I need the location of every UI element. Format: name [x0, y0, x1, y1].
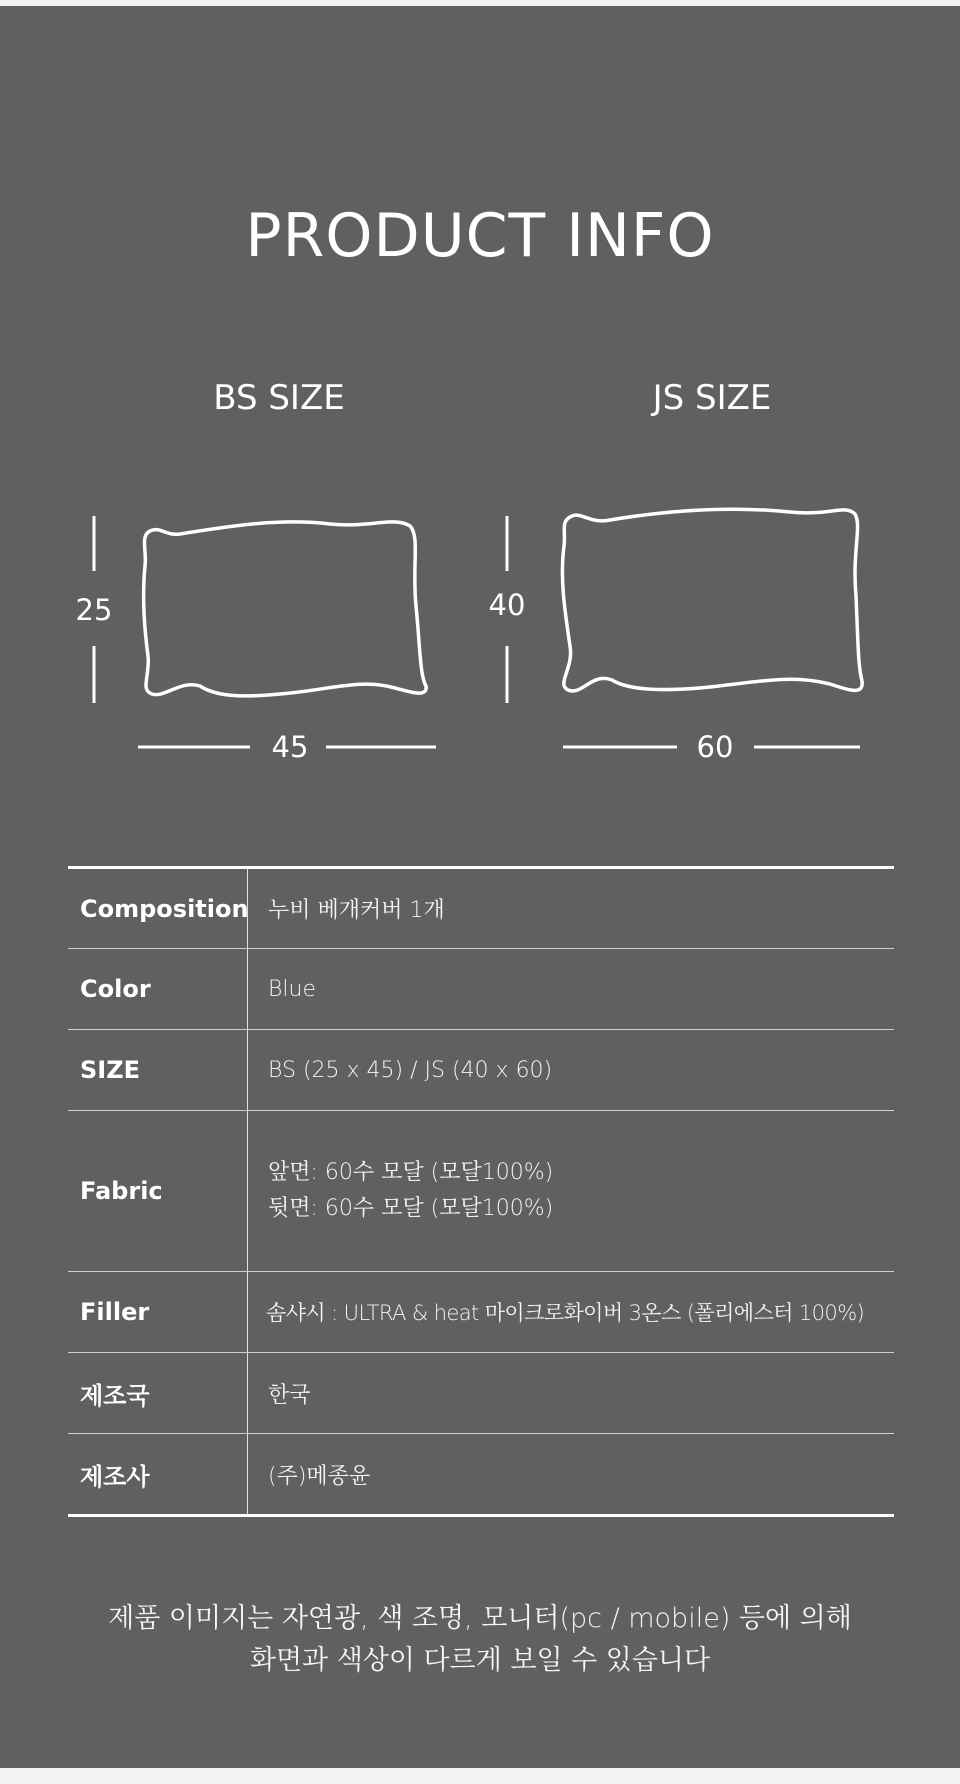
row-value: Blue: [268, 976, 316, 1002]
js-pillow-illustration: [562, 509, 862, 691]
fabric-back: 뒷면: 60수 모달 (모달100%): [268, 1196, 554, 1221]
product-info-panel: [0, 6, 960, 1768]
row-value: 누비 베개커버 1개: [268, 898, 445, 923]
row-value: 한국: [268, 1382, 311, 1408]
row-label: Filler: [68, 1272, 248, 1352]
size-diagram: [0, 6, 960, 806]
product-info-table: [68, 866, 894, 1517]
table-row-filler: [68, 1272, 894, 1353]
js-width-label: 60: [696, 730, 734, 764]
notice-line-2: 화면과 색상이 다르게 보일 수 있습니다: [249, 1645, 711, 1676]
js-size-title: JS SIZE: [652, 378, 772, 418]
row-value: [248, 1111, 894, 1271]
row-label: Color: [68, 949, 248, 1029]
row-value: BS (25 x 45) / JS (40 x 60): [268, 1057, 553, 1083]
row-label: SIZE: [68, 1030, 248, 1110]
table-row-origin: [68, 1353, 894, 1434]
row-value: (주)메종윤: [268, 1463, 371, 1489]
color-notice: [0, 1598, 960, 1682]
row-label: 제조사: [68, 1434, 248, 1514]
bs-height-label: 25: [75, 593, 113, 627]
table-row-maker: [68, 1434, 894, 1517]
table-row-size: [68, 1030, 894, 1111]
bs-width-label: 45: [271, 730, 309, 764]
page-title: PRODUCT INFO: [245, 201, 715, 271]
row-label: Composition: [68, 869, 248, 948]
bs-pillow-illustration: [144, 522, 427, 696]
row-value: 솜샤시 : ULTRA & heat 마이크로화이버 3온스 (폴리에스터 100%): [266, 1301, 865, 1325]
fabric-front: 앞면: 60수 모달 (모달100%): [268, 1160, 554, 1185]
row-label: Fabric: [68, 1111, 248, 1271]
js-height-label: 40: [488, 588, 526, 622]
bs-size-title: BS SIZE: [213, 378, 345, 418]
notice-line-1: 제품 이미지는 자연광, 색 조명, 모니터(pc / mobile) 등에 의해: [108, 1603, 852, 1634]
row-label: 제조국: [68, 1353, 248, 1433]
table-row-fabric: [68, 1111, 894, 1272]
table-row-color: [68, 949, 894, 1030]
table-row-composition: [68, 866, 894, 949]
